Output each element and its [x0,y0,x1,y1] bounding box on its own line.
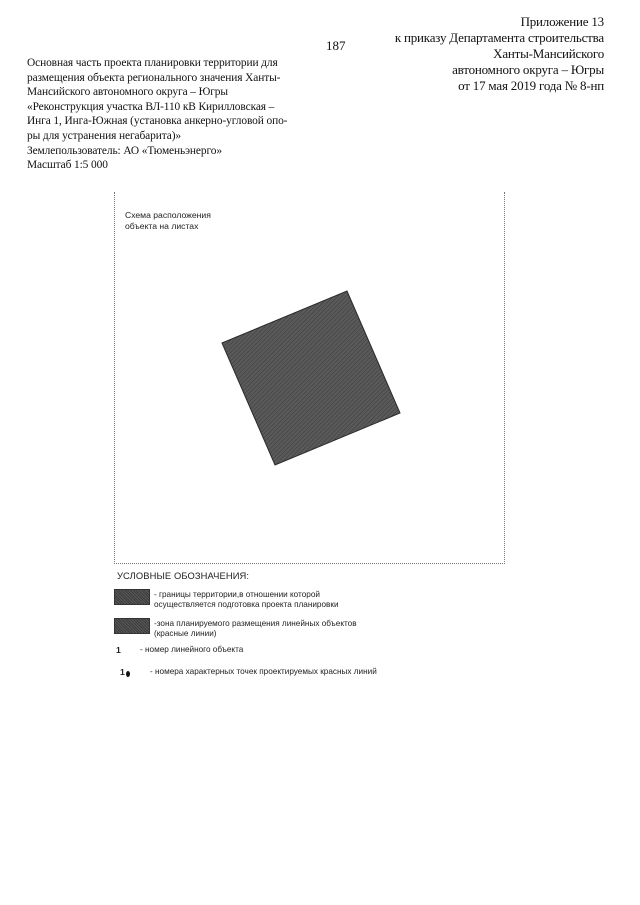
legend-title: УСЛОВНЫЕ ОБОЗНАЧЕНИЯ: [117,570,250,581]
project-info-line: Инга 1, Инга-Южная (установка анкерно-угловой опо- [27,115,288,128]
legend-item-line: - границы территории,в отношении которой [154,590,320,599]
scheme-caption-line: Схема расположения [125,210,211,220]
project-info [27,56,347,173]
legend-swatch [114,589,150,605]
project-info-line: Основная часть проекта планировки территории для [27,57,278,69]
point-number-marker: 1 [120,667,125,677]
point-dot-icon [126,671,130,677]
object-number-marker: 1 [116,645,121,655]
project-info-line: Землепользователь: АО «Тюменьэнерго» [27,144,222,157]
legend-item-line: -зона планируемого размещения линейных объектов [154,619,357,628]
page-number: 187 [326,38,346,53]
legend-item-line: - номер линейного объекта [140,645,244,654]
project-info-line: ры для устранения негабарита)» [27,129,181,142]
appendix-line: Ханты-Мансийского [493,46,604,61]
legend-item-text [154,619,357,639]
scheme-drawing [115,192,506,564]
legend-item-line: (красные линии) [154,629,217,638]
appendix-header [344,14,604,94]
legend-swatch [114,618,150,634]
project-info-line: Мансийского автономного округа – Югры [27,86,228,99]
appendix-line: к приказу Департамента строительства [394,30,604,45]
legend-item-line: - номера характерных точек проектируемых красных линий [150,667,377,676]
scale-label: Масштаб 1:5 000 [27,159,108,172]
legend-item-line: осуществляется подготовка проекта планировки [154,600,339,609]
appendix-line: автономного округа – Югры [452,62,604,77]
project-info-line: размещения объекта регионального значения Ханты- [27,71,281,84]
appendix-line: от 17 мая 2019 года № 8-нп [458,78,604,93]
project-info-line: «Реконструкция участка ВЛ-110 кВ Кирилловская – [27,100,275,113]
appendix-line: Приложение 13 [520,14,604,29]
sheet-area-polygon [222,291,400,465]
sheet-layout-scheme [114,192,505,564]
legend-item-text [140,645,243,655]
legend-item-text [154,590,339,610]
legend-item-text [150,667,377,677]
scheme-caption-line: объекта на листах [125,221,199,231]
